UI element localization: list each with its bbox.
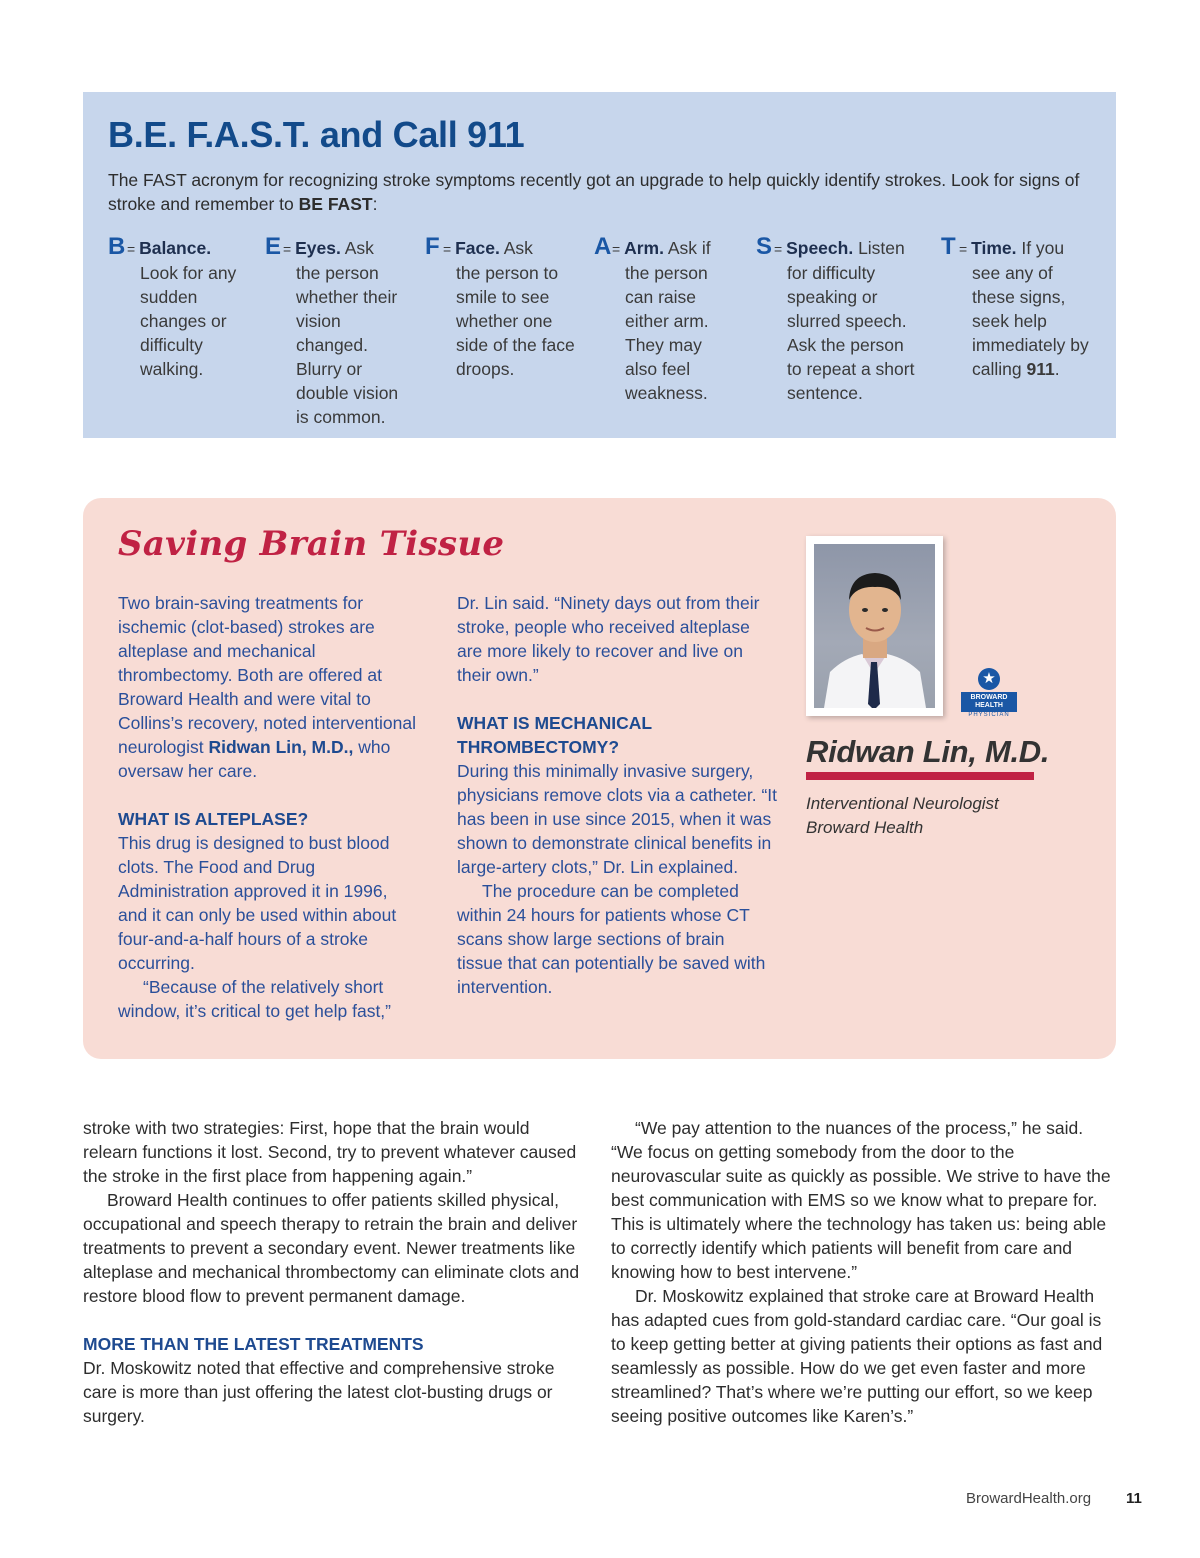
paragraph: Dr. Lin said. “Ninety days out from their stroke, people who received alteplase are more likely to recover and live on their own.” — [457, 593, 760, 685]
fast-word: Time. — [971, 238, 1017, 258]
page-number: 11 — [1126, 1490, 1142, 1507]
paragraph: This drug is designed to bust blood clots. The Food and Drug Administration approved it in 1996, and it can only be used within about four-and-a-half hours of a stroke occurring. — [118, 833, 397, 973]
fast-letter: A — [594, 233, 612, 260]
be-fast-intro: The FAST acronym for recognizing stroke symptoms recently got an upgrade to help quickly identify strokes. Look for signs of stroke and remember to BE FAST: — [108, 170, 1080, 214]
article-column-right — [611, 1116, 1111, 1428]
fast-word: Arm. — [624, 238, 664, 258]
doctor-photo — [806, 536, 943, 716]
fast-item-arm: A = Arm. Ask if the person can raise either arm. They may also feel weakness. — [594, 236, 734, 405]
fast-text: the person to smile to see whether one side of the face droops. — [456, 263, 575, 379]
fast-text: see any of these signs, seek help immediately by calling 911. — [972, 263, 1089, 379]
be-fast-intro-bold: BE FAST — [298, 194, 373, 214]
fast-item-time: T = Time. If you see any of these signs, seek help immediately by calling 911. — [941, 236, 1091, 381]
fast-item-eyes: E = Eyes. Ask the person whether their vision changed. Blurry or double vision is common. — [265, 236, 415, 429]
doctor-name-inline: Ridwan Lin, M.D., — [208, 737, 354, 757]
fast-text: the person can raise either arm. They may also feel weakness. — [625, 263, 709, 403]
fast-letter: F — [425, 233, 440, 260]
paragraph: During this minimally invasive surgery, physicians remove clots via a catheter. “It has been in use since 2015, when it was shown to demonstrate clinical benefits in large-artery clots,” Dr. Lin explained. — [457, 761, 777, 877]
fast-text: for difficulty speaking or slurred speech. Ask the person to repeat a short sentence. — [787, 263, 915, 403]
divider — [806, 772, 1034, 780]
fast-letter: S — [756, 233, 773, 260]
fast-letter: T — [941, 233, 956, 260]
fast-word: Eyes. — [295, 238, 341, 258]
doctor-portrait-image — [814, 544, 935, 708]
thrombectomy-heading: WHAT IS MECHANICAL THROMBECTOMY? — [457, 713, 652, 757]
footer-website: BrowardHealth.org — [966, 1490, 1092, 1507]
paragraph: “Because of the relatively short window, it’s critical to get help fast,” — [118, 977, 391, 1021]
paragraph: “We pay attention to the nuances of the process,” he said. “We focus on getting somebody from the door to the neurovascular suite as quickly as possible. We strive to have the best communication with EMS so we know what to prepare for. This is ultimately where the technology has taken us: being able to correctly identify which patients will benefit from care and knowing how to best intervene.” — [611, 1118, 1111, 1282]
paragraph: Two brain-saving treatments for ischemic (clot-based) strokes are alteplase and mechanical thrombectomy. Both are offered at Broward Health and were vital to Collins’s recovery, noted interventional neurologist Ridwan Lin, M.D., who oversaw her care. — [118, 593, 416, 781]
fast-item-speech: S = Speech. Listen for difficulty speaking or slurred speech. Ask the person to repeat a short sentence. — [756, 233, 915, 403]
paragraph: Dr. Moskowitz explained that stroke care at Broward Health has adapted cues from gold-standard cardiac care. “Our goal is to keep getting better at giving patients their options as fast and seamlessly as possible. How do we get even faster and more streamlined? That’s where we’re putting our effort, so we keep seeing positive outcomes like Karen’s.” — [611, 1286, 1103, 1426]
paragraph: Dr. Moskowitz noted that effective and comprehensive stroke care is more than just offering the latest clot-busting drugs or surgery. — [83, 1358, 555, 1426]
saving-brain-tissue-box — [83, 498, 1116, 1059]
fast-item-balance: B = Balance. Look for any sudden changes or difficulty walking. — [108, 236, 248, 381]
be-fast-box — [83, 92, 1116, 438]
saving-brain-tissue-title: Saving Brain Tissue — [118, 524, 505, 564]
star-icon: ★ — [978, 668, 1000, 690]
article-column-left — [83, 1116, 583, 1428]
fast-letter: B — [108, 233, 126, 260]
fast-word: Balance. — [139, 238, 212, 258]
be-fast-title: B.E. F.A.S.T. and Call 911 — [108, 114, 525, 155]
fast-word: Face. — [455, 238, 500, 258]
fast-letter: E — [265, 233, 282, 260]
paragraph: Broward Health continues to offer patients skilled physical, occupational and speech therapy to retrain the brain and deliver treatments to prevent a secondary event. Newer treatments like alteplase and mechanical thrombectomy can eliminate clots and restore blood flow to prevent permanent damage. — [83, 1190, 580, 1306]
broward-health-physician-logo: ★ BROWARD HEALTH PHYSICIAN — [961, 668, 1017, 722]
paragraph: The procedure can be completed within 24 hours for patients whose CT scans show large sections of brain tissue that can potentially be saved with intervention. — [457, 881, 766, 997]
brain-column-right — [457, 591, 777, 999]
section-heading: MORE THAN THE LATEST TREATMENTS — [83, 1334, 424, 1354]
fast-text: the person whether their vision changed. Blurry or double vision is common. — [296, 263, 399, 427]
doctor-role: Interventional Neurologist Broward Health — [806, 794, 999, 837]
fast-item-face: F = Face. Ask the person to smile to see whether one side of the face droops. — [425, 236, 585, 381]
doctor-name: Ridwan Lin, M.D. — [806, 734, 1050, 769]
fast-text: Look for any sudden changes or difficulty walking. — [140, 263, 237, 379]
paragraph: stroke with two strategies: First, hope that the brain would relearn functions it lost. Second, try to prevent whatever caused the stroke in the first place from happening again.” — [83, 1118, 577, 1186]
alteplase-heading: WHAT IS ALTEPLASE? — [118, 809, 309, 829]
fast-word: Speech. — [786, 238, 854, 258]
brain-column-left — [118, 591, 418, 1023]
